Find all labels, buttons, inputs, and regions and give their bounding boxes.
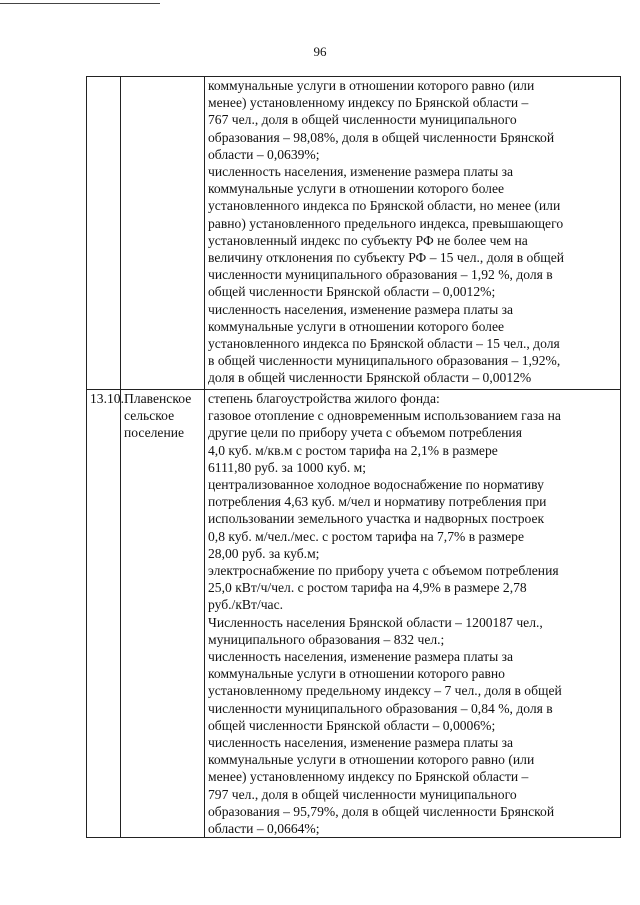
text-line: образования – 95,79%, доля в общей численности Брянской [208, 803, 555, 819]
text-line: области – 0,0639%; [208, 146, 320, 162]
table-row-continued [87, 77, 621, 390]
row-name-cell [121, 77, 205, 390]
text-line: другие цели по прибору учета с объемом потребления [208, 425, 522, 441]
text-line: сельское [124, 408, 175, 424]
text-line: электроснабжение по прибору учета с объемом потребления [208, 563, 559, 579]
text-line: газовое отопление с одновременным использованием газа на [208, 408, 561, 424]
text-line: доля в общей численности Брянской области – 0,0012% [208, 370, 532, 386]
top-rule [0, 3, 160, 4]
text-line: коммунальные услуги в отношении которого более [208, 181, 505, 197]
text-line: 4,0 куб. м/кв.м с ростом тарифа на 2,1% в размере [208, 442, 498, 458]
text-line: установленного индекса по Брянской области – 15 чел., доля [208, 336, 560, 352]
text-line: в общей численности муниципального образования – 1,92%, [208, 353, 561, 369]
text-line: численность населения, изменение размера платы за [208, 301, 514, 317]
text-line: централизованное холодное водоснабжение по нормативу [208, 477, 544, 493]
table-row-13-10 [87, 390, 621, 838]
text-line: 6111,80 руб. за 1000 куб. м; [208, 459, 367, 475]
text-line: 797 чел., доля в общей численности муниципального [208, 786, 517, 802]
text-line: степень благоустройства жилого фонда: [208, 391, 440, 406]
row-text-cell [205, 77, 621, 390]
text-line: области – 0,0664%; [208, 821, 320, 837]
text-line: коммунальные услуги в отношении которого равно (или [208, 78, 535, 93]
text-line: 25,0 кВт/ч/чел. с ростом тарифа на 4,9% в размере 2,78 [208, 580, 527, 596]
text-line: образования – 98,08%, доля в общей численности Брянской [208, 129, 555, 145]
text-line: поселение [124, 425, 185, 441]
text-line: руб./кВт/час. [208, 597, 284, 613]
text-line: коммунальные услуги в отношении которого равно (или [208, 752, 535, 768]
text-line: Численность населения Брянской области – 1200187 чел., [208, 614, 543, 630]
text-line: установленного индекса по Брянской области, но менее (или [208, 198, 561, 214]
text-line: равно) установленного предельного индекса, превышающего [208, 215, 564, 231]
text-line: численности муниципального образования – 0,84 %, доля в [208, 700, 553, 716]
text-line: установленный индекс по субъекту РФ не более чем на [208, 232, 528, 248]
text-line: 0,8 куб. м/чел./мес. с ростом тарифа на 7,7% в размере [208, 528, 525, 544]
text-line: общей численности Брянской области – 0,0006%; [208, 717, 496, 733]
text-line: потребления 4,63 куб. м/чел и нормативу потребления при [208, 494, 547, 510]
text-line: численность населения, изменение размера платы за [208, 649, 514, 665]
text-line: 767 чел., доля в общей численности муниципального [208, 112, 517, 128]
row-number-cell: 13.10. [87, 390, 121, 838]
text-line: численности муниципального образования – 1,92 %, доля в [208, 267, 553, 283]
row-name-cell [121, 390, 205, 838]
text-line: численность населения, изменение размера платы за [208, 164, 514, 180]
text-line: 28,00 руб. за куб.м; [208, 545, 320, 561]
text-line: коммунальные услуги в отношении которого более [208, 318, 505, 334]
text-line: общей численности Брянской области – 0,0012%; [208, 284, 496, 300]
text-line: численность населения, изменение размера платы за [208, 735, 514, 751]
text-line: муниципального образования – 832 чел.; [208, 631, 445, 647]
text-line: Плавенское [124, 391, 192, 406]
document-table [86, 76, 621, 838]
page-number: 96 [313, 44, 327, 59]
text-line: менее) установленному индексу по Брянской области – [208, 95, 529, 111]
text-line: использовании земельного участка и надворных построек [208, 511, 545, 527]
text-line: величину отклонения по субъекту РФ – 15 чел., доля в общей [208, 250, 565, 266]
row-number-cell [87, 77, 121, 390]
text-line: менее) установленному индексу по Брянской области – [208, 769, 529, 785]
text-line: коммунальные услуги в отношении которого равно [208, 666, 505, 682]
text-line: установленному предельному индексу – 7 чел., доля в общей [208, 683, 562, 699]
row-text-cell [205, 390, 621, 838]
